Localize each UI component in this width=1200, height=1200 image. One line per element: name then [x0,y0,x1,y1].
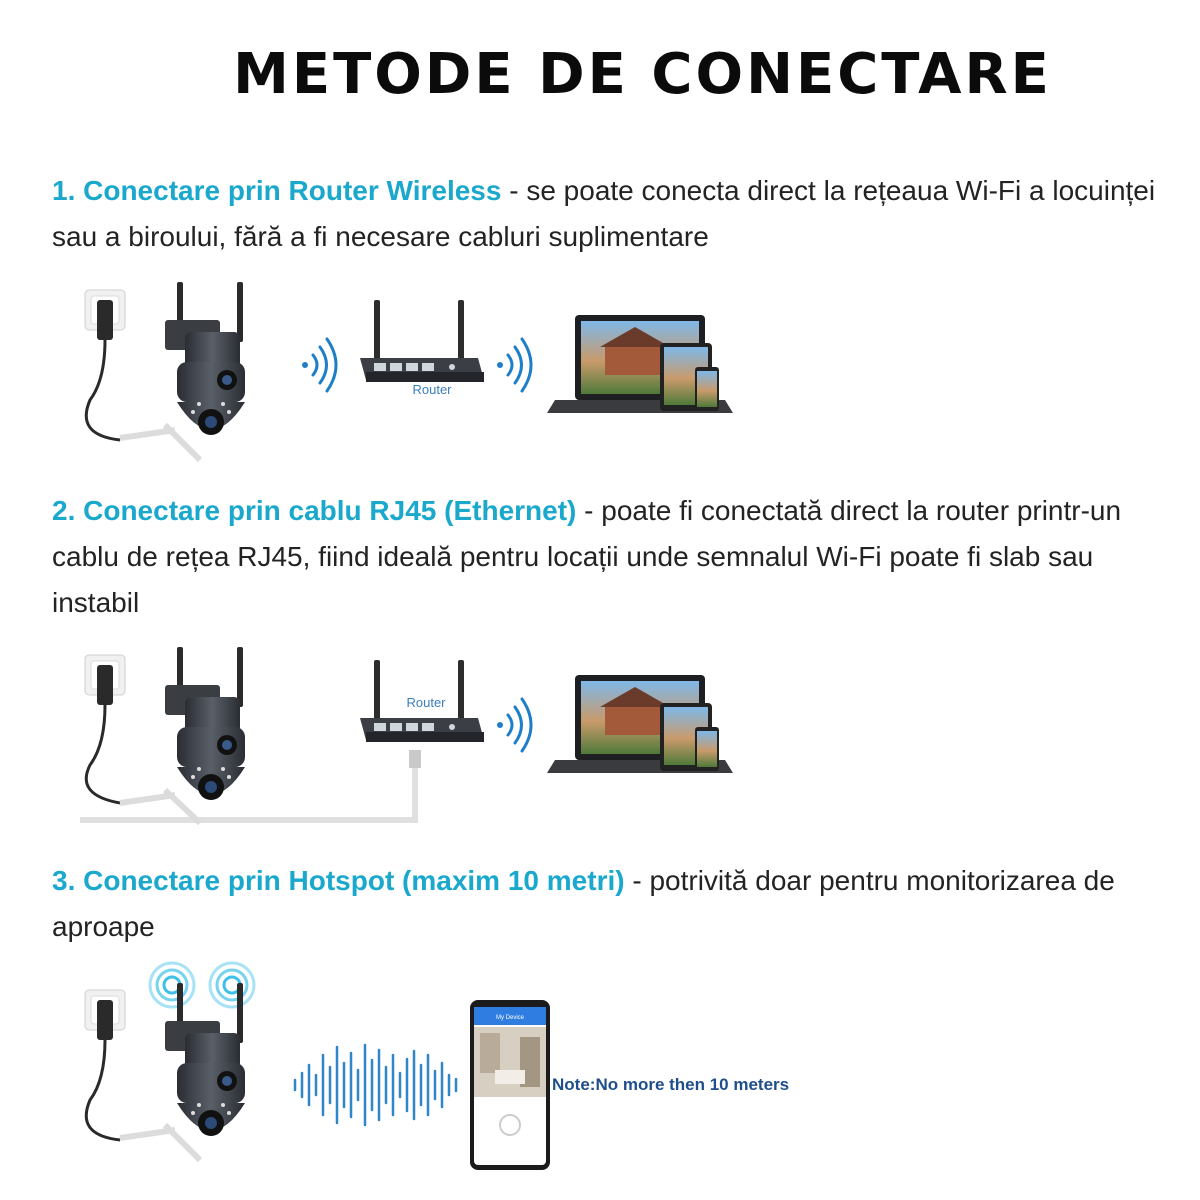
method-2-description: - poate fi conectată direct la router printr-un cablu de rețea RJ45, fiind ideală pentru locații unde semnalul Wi-Fi poate fi slab sau instabil [52,495,1122,618]
camera-icon [165,647,245,800]
method-1-text [52,168,1162,260]
camera-cables [120,425,200,460]
method-1-description: - se poate conecta direct la rețeaua Wi-Fi a locuinței sau a biroului, fără a fi necesare cabluri suplimentare [52,175,1156,252]
camera-icon [165,282,245,435]
sound-wave-icon [295,1045,456,1125]
camera-cables [120,1125,200,1160]
method-3-heading: 3. Conectare prin Hotspot (maxim 10 metri) [52,865,625,896]
laptop-phone-tablet-icon [547,315,733,413]
rj45-connector-icon [409,750,421,768]
wifi-signal-icon [497,699,531,751]
wifi-signal-icon [497,339,531,391]
ethernet-cable [80,765,415,820]
distance-note: Note:No more then 10 meters [552,1075,790,1094]
method-1-heading: 1. Conectare prin Router Wireless [52,175,502,206]
method-3-description: - potrivită doar pentru monitorizarea de aproape [52,865,1115,942]
router-label: Router [406,695,446,710]
power-cable [86,340,120,440]
power-adapter-icon [97,1000,113,1040]
method-2-heading: 2. Conectare prin cablu RJ45 (Ethernet) [52,495,577,526]
method-1-illustration [0,270,1200,480]
page-title: METODE DE CONECTARE [233,42,1052,107]
power-adapter-icon [97,300,113,340]
phone-header-label: My Device [495,1015,525,1021]
router-label: Router [412,382,452,397]
method-2-text [52,488,1162,626]
power-adapter-icon [97,665,113,705]
method-3-illustration [0,955,1200,1195]
method-2-illustration [0,645,1200,840]
laptop-phone-tablet-icon [547,675,733,773]
method-3-text [52,858,1162,950]
power-cable [86,705,120,803]
power-cable [86,1040,120,1140]
smartphone-icon [470,1000,550,1170]
wifi-signal-icon [302,339,336,391]
router-icon [360,300,484,382]
